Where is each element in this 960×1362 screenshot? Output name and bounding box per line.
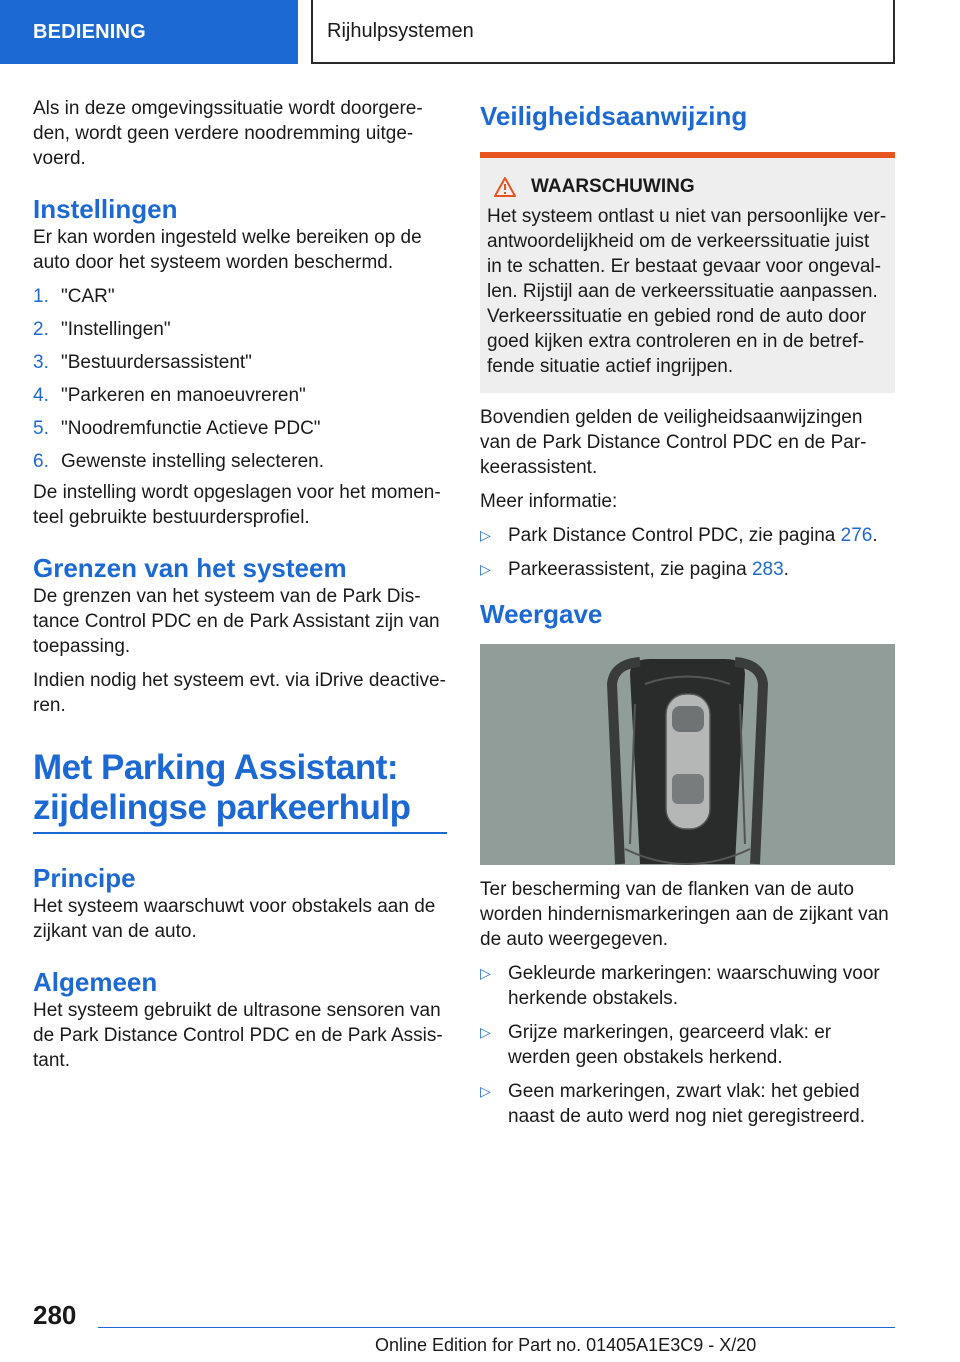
warning-title: WAARSCHUWING [531,176,695,197]
left-column [33,96,447,1082]
list-item: ▷ Parkeerassistent, zie pagina 283. [480,559,789,580]
general-text: Het systeem gebruikt de ultrasone sensoren van de Park Distance Control PDC en de Park Assis-tant. [33,1000,443,1071]
settings-text: Er kan worden ingesteld welke bereiken op de auto door het systeem worden beschermd. [33,227,422,273]
chapter-title: Rijhulpsystemen [311,0,895,64]
settings-after: De instelling wordt opgeslagen voor het momen-teel gebruikte bestuurdersprofiel. [33,482,441,528]
settings-steps [33,284,447,474]
intro-paragraph: Als in deze omgevingssituatie wordt doorgere-den, wordt geen verdere noodremming uitge-voerd. [33,98,423,169]
side-protection-image [480,644,895,865]
more-info-label: Meer informatie: [480,491,618,512]
page-link[interactable]: 283 [751,559,784,580]
main-heading [33,748,447,834]
warning-icon [493,176,517,198]
list-item: ▷ Gekleurde markeringen: waarschuwing voor herkende obstakels. [480,963,880,1009]
also-text: Bovendien gelden de veiligheidsaanwijzingen van de Park Distance Control PDC en de Par-keerassistent. [480,407,867,478]
list-item: 2. "Instellingen" [33,319,171,340]
car-top-view-illustration [480,644,895,865]
warning-text: Het systeem ontlast u niet van persoonlijke ver-antwoordelijkheid om de verkeerssituatie juist in te schatten. Er bestaat gevaar voor ongeval-len. Rijstijl aan de verkeerssituatie aanpassen. Verkeerssituatie en gebied rond de auto door goed kijken extra controleren en in de betref-fende situatie actief ingrijpen. [487,206,887,377]
list-item: ▷ Park Distance Control PDC, zie pagina 276. [480,525,878,546]
warning-box [480,152,895,393]
list-item: 3. "Bestuurdersassistent" [33,352,252,373]
page-link[interactable]: 276 [840,525,873,546]
limits-text-2: Indien nodig het systeem evt. via iDrive deactive-ren. [33,670,446,716]
principle-text: Het systeem waarschuwt voor obstakels aan de zijkant van de auto. [33,896,436,942]
display-text: Ter bescherming van de flanken van de auto worden hindernismarkeringen aan de zijkant van de auto weergegeven. [480,879,889,950]
main-heading-line-1: Met Parking Assistant: [33,748,399,787]
edition-text: Online Edition for Part no. 01405A1E3C9 - X/20 [375,1335,757,1355]
reference-list [480,523,895,582]
limits-text-1: De grenzen van het systeem van de Park Dis-tance Control PDC en de Park Assistant zijn van toepassing. [33,586,440,657]
warning-header [487,176,888,198]
list-item: 4. "Parkeren en manoeuvreren" [33,385,306,406]
triangle-bullet-icon: ▷ [480,527,491,543]
list-item: 1. "CAR" [33,286,115,307]
display-heading: Weergave [480,599,603,629]
triangle-bullet-icon: ▷ [480,1083,491,1099]
triangle-bullet-icon: ▷ [480,561,491,577]
triangle-bullet-icon: ▷ [480,965,491,981]
list-item: 5. "Noodremfunctie Actieve PDC" [33,418,321,439]
principle-heading: Principe [33,863,136,893]
main-heading-line-2: zijdelingse parkeerhulp [33,788,411,827]
section-tab: BEDIENING [0,0,298,64]
limits-heading: Grenzen van het systeem [33,553,347,583]
display-bullets [480,961,895,1129]
right-column [480,100,895,1139]
settings-heading: Instellingen [33,194,178,224]
safety-heading: Veiligheidsaanwijzing [480,101,748,131]
list-item: ▷ Grijze markeringen, gearceerd vlak: er werden geen obstakels herkend. [480,1022,832,1068]
list-item: ▷ Geen markeringen, zwart vlak: het gebied naast de auto werd nog niet geregistreerd. [480,1081,866,1127]
triangle-bullet-icon: ▷ [480,1024,491,1040]
footer-divider [98,1327,895,1328]
general-heading: Algemeen [33,967,158,997]
page-number: 280 [33,1300,77,1330]
list-item: 6. Gewenste instelling selecteren. [33,451,324,472]
